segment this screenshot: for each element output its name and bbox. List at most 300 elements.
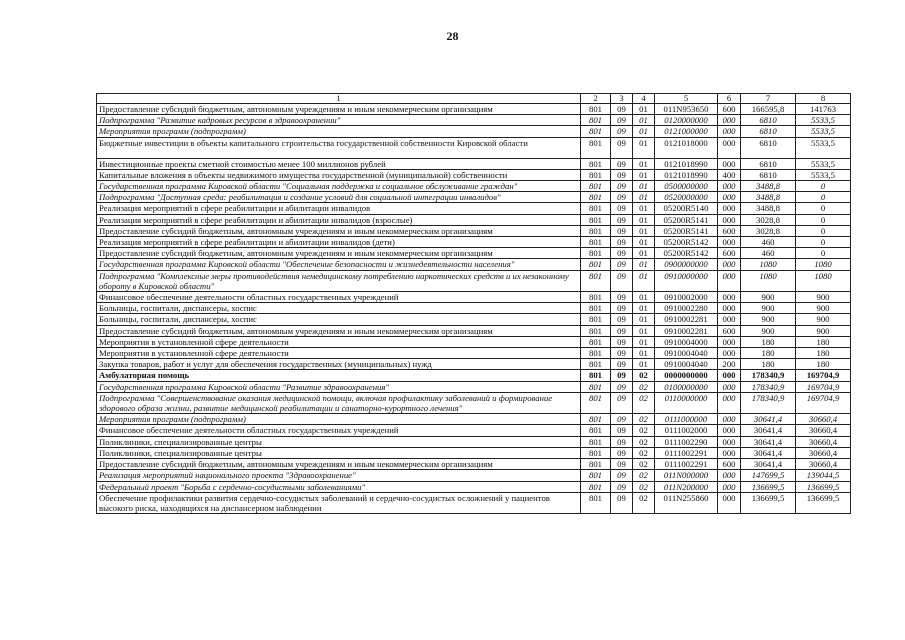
subsection-cell: 02: [633, 481, 655, 492]
amount-year1-cell: 180: [741, 359, 796, 370]
target-article-cell: 05200R5142: [655, 237, 718, 248]
table-row: [97, 126, 851, 137]
amount-year2-cell: 180: [796, 336, 851, 347]
amount-year2-cell: 900: [796, 303, 851, 314]
ministry-code-cell: 801: [581, 459, 611, 470]
expense-type-cell: 600: [718, 104, 741, 115]
amount-year2-cell: 30660,4: [796, 447, 851, 458]
target-article-cell: 0910002000: [655, 292, 718, 303]
expense-type-cell: 000: [718, 181, 741, 192]
subsection-cell: 01: [633, 237, 655, 248]
amount-year1-cell: 136699,5: [741, 481, 796, 492]
item-name-cell: Бюджетные инвестиции в объекты капитального строительства государственной собственности Кировской области: [97, 137, 581, 158]
amount-year1-cell: 178340,9: [741, 381, 796, 392]
expense-type-cell: 000: [718, 425, 741, 436]
subsection-cell: 01: [633, 259, 655, 270]
amount-year2-cell: 1080: [796, 270, 851, 291]
table-row: [97, 270, 851, 291]
ministry-code-cell: 801: [581, 381, 611, 392]
amount-year1-cell: 180: [741, 348, 796, 359]
section-cell: 09: [611, 492, 633, 513]
section-cell: 09: [611, 425, 633, 436]
table-row: [97, 436, 851, 447]
amount-year1-cell: 3488,8: [741, 203, 796, 214]
expense-type-cell: 000: [718, 381, 741, 392]
budget-table: [96, 93, 851, 514]
amount-year2-cell: 5533,5: [796, 126, 851, 137]
target-article-cell: 011N200000: [655, 481, 718, 492]
section-cell: 09: [611, 459, 633, 470]
expense-type-cell: 000: [718, 259, 741, 270]
target-article-cell: 0910004040: [655, 348, 718, 359]
ministry-code-cell: 801: [581, 214, 611, 225]
item-name-cell: Реализация мероприятий национального проекта "Здравоохранение": [97, 470, 581, 481]
item-name-cell: Предоставление субсидий бюджетным, автономным учреждениям и иным некоммерческим организациям: [97, 225, 581, 236]
target-article-cell: 0910000000: [655, 270, 718, 291]
target-article-cell: 05200R5142: [655, 248, 718, 259]
subsection-cell: 02: [633, 414, 655, 425]
expense-type-cell: 000: [718, 192, 741, 203]
expense-type-cell: 400: [718, 169, 741, 180]
amount-year1-cell: 1080: [741, 270, 796, 291]
item-name-cell: Подпрограмма "Развитие кадровых ресурсов в здравоохранении": [97, 115, 581, 126]
amount-year2-cell: 136699,5: [796, 481, 851, 492]
target-article-cell: 0111002291: [655, 447, 718, 458]
item-name-cell: Реализация мероприятий в сфере реабилитации и абилитации инвалидов (взрослые): [97, 214, 581, 225]
ministry-code-cell: 801: [581, 436, 611, 447]
item-name-cell: Поликлиники, специализированные центры: [97, 436, 581, 447]
expense-type-cell: 000: [718, 137, 741, 158]
ministry-code-cell: 801: [581, 359, 611, 370]
expense-type-cell: 000: [718, 481, 741, 492]
subsection-cell: 01: [633, 336, 655, 347]
ministry-code-cell: 801: [581, 303, 611, 314]
table-row: [97, 115, 851, 126]
expense-type-cell: 600: [718, 225, 741, 236]
section-cell: 09: [611, 392, 633, 413]
item-name-cell: Подпрограмма "Совершенствование оказания медицинской помощи, включая профилактику заболеваний и формирование здорового образа жизни, развитие медицинской реабилитации и санаторно-курортного лечения": [97, 392, 581, 413]
expense-type-cell: 000: [718, 492, 741, 513]
column-number: 7: [741, 94, 796, 104]
amount-year2-cell: 169704,9: [796, 381, 851, 392]
ministry-code-cell: 801: [581, 169, 611, 180]
column-number-row: [97, 94, 851, 104]
section-cell: 09: [611, 314, 633, 325]
amount-year2-cell: 0: [796, 225, 851, 236]
amount-year1-cell: 6810: [741, 137, 796, 158]
expense-type-cell: 000: [718, 370, 741, 381]
item-name-cell: Финансовое обеспечение деятельности областных государственных учреждений: [97, 425, 581, 436]
amount-year1-cell: 30641,4: [741, 459, 796, 470]
section-cell: 09: [611, 203, 633, 214]
section-cell: 09: [611, 325, 633, 336]
table-row: [97, 325, 851, 336]
subsection-cell: 01: [633, 314, 655, 325]
expense-type-cell: 000: [718, 470, 741, 481]
target-article-cell: 05200R5141: [655, 225, 718, 236]
column-number: 4: [633, 94, 655, 104]
amount-year1-cell: 30641,4: [741, 447, 796, 458]
item-name-cell: Амбулаторная помощь: [97, 370, 581, 381]
amount-year2-cell: 136699,5: [796, 492, 851, 513]
target-article-cell: 0520000000: [655, 192, 718, 203]
ministry-code-cell: 801: [581, 181, 611, 192]
item-name-cell: Реализация мероприятий в сфере реабилитации и абилитации инвалидов (дети): [97, 237, 581, 248]
item-name-cell: Мероприятия в установленной сфере деятельности: [97, 336, 581, 347]
item-name-cell: Поликлиники, специализированные центры: [97, 447, 581, 458]
ministry-code-cell: 801: [581, 336, 611, 347]
section-cell: 09: [611, 436, 633, 447]
amount-year1-cell: 900: [741, 314, 796, 325]
amount-year2-cell: 5533,5: [796, 115, 851, 126]
column-number: 1: [97, 94, 581, 104]
amount-year2-cell: 5533,5: [796, 158, 851, 169]
expense-type-cell: 000: [718, 392, 741, 413]
column-number: 6: [718, 94, 741, 104]
section-cell: 09: [611, 115, 633, 126]
amount-year1-cell: 30641,4: [741, 436, 796, 447]
section-cell: 09: [611, 481, 633, 492]
section-cell: 09: [611, 270, 633, 291]
target-article-cell: 0121000000: [655, 126, 718, 137]
subsection-cell: 01: [633, 137, 655, 158]
expense-type-cell: 000: [718, 303, 741, 314]
subsection-cell: 02: [633, 492, 655, 513]
section-cell: 09: [611, 370, 633, 381]
item-name-cell: Предоставление субсидий бюджетным, автономным учреждениям и иным некоммерческим организациям: [97, 104, 581, 115]
expense-type-cell: 000: [718, 126, 741, 137]
amount-year2-cell: 0: [796, 192, 851, 203]
subsection-cell: 01: [633, 325, 655, 336]
amount-year1-cell: 1080: [741, 259, 796, 270]
section-cell: 09: [611, 470, 633, 481]
amount-year2-cell: 30660,4: [796, 459, 851, 470]
section-cell: 09: [611, 381, 633, 392]
amount-year1-cell: 460: [741, 248, 796, 259]
column-number: 3: [611, 94, 633, 104]
amount-year1-cell: 180: [741, 336, 796, 347]
item-name-cell: Больницы, госпитали, диспансеры, хоспис: [97, 303, 581, 314]
amount-year1-cell: 6810: [741, 158, 796, 169]
ministry-code-cell: 801: [581, 348, 611, 359]
amount-year1-cell: 178340,9: [741, 370, 796, 381]
expense-type-cell: 600: [718, 459, 741, 470]
subsection-cell: 01: [633, 203, 655, 214]
ministry-code-cell: 801: [581, 203, 611, 214]
amount-year1-cell: 6810: [741, 169, 796, 180]
ministry-code-cell: 801: [581, 292, 611, 303]
table-row: [97, 414, 851, 425]
amount-year2-cell: 900: [796, 325, 851, 336]
table-row: [97, 248, 851, 259]
section-cell: 09: [611, 292, 633, 303]
expense-type-cell: 000: [718, 348, 741, 359]
item-name-cell: Обеспечение профилактики развития сердечно-сосудистых заболеваний и сердечно-сосудистых осложнений у пациентов высокого риска, находящихся на диспансерном наблюдении: [97, 492, 581, 513]
section-cell: 09: [611, 303, 633, 314]
item-name-cell: Капитальные вложения в объекты недвижимого имущества государственной (муниципальной) собственности: [97, 169, 581, 180]
subsection-cell: 01: [633, 292, 655, 303]
target-article-cell: 0110000000: [655, 392, 718, 413]
target-article-cell: 0910002280: [655, 303, 718, 314]
ministry-code-cell: 801: [581, 370, 611, 381]
table-row: [97, 370, 851, 381]
target-article-cell: 0910004000: [655, 336, 718, 347]
amount-year2-cell: 900: [796, 292, 851, 303]
subsection-cell: 01: [633, 192, 655, 203]
section-cell: 09: [611, 158, 633, 169]
column-number: 5: [655, 94, 718, 104]
ministry-code-cell: 801: [581, 115, 611, 126]
item-name-cell: Предоставление субсидий бюджетным, автономным учреждениям и иным некоммерческим организациям: [97, 325, 581, 336]
subsection-cell: 02: [633, 447, 655, 458]
item-name-cell: Больницы, госпитали, диспансеры, хоспис: [97, 314, 581, 325]
target-article-cell: 0111002290: [655, 436, 718, 447]
amount-year1-cell: 900: [741, 325, 796, 336]
subsection-cell: 02: [633, 370, 655, 381]
target-article-cell: 0121018000: [655, 137, 718, 158]
table-row: [97, 359, 851, 370]
ministry-code-cell: 801: [581, 158, 611, 169]
table-row: [97, 181, 851, 192]
subsection-cell: 01: [633, 270, 655, 291]
section-cell: 09: [611, 137, 633, 158]
table-row: [97, 303, 851, 314]
amount-year2-cell: 169704,9: [796, 370, 851, 381]
section-cell: 09: [611, 192, 633, 203]
table-row: [97, 225, 851, 236]
target-article-cell: 011N255860: [655, 492, 718, 513]
amount-year1-cell: 178340,9: [741, 392, 796, 413]
amount-year2-cell: 5533,5: [796, 169, 851, 180]
ministry-code-cell: 801: [581, 248, 611, 259]
expense-type-cell: 000: [718, 314, 741, 325]
subsection-cell: 02: [633, 459, 655, 470]
ministry-code-cell: 801: [581, 325, 611, 336]
table-row: [97, 492, 851, 513]
amount-year2-cell: 0: [796, 181, 851, 192]
amount-year2-cell: 0: [796, 203, 851, 214]
expense-type-cell: 000: [718, 203, 741, 214]
table-row: [97, 447, 851, 458]
table-row: [97, 169, 851, 180]
table-row: [97, 459, 851, 470]
table-row: [97, 470, 851, 481]
column-number: 2: [581, 94, 611, 104]
amount-year2-cell: 180: [796, 348, 851, 359]
ministry-code-cell: 801: [581, 392, 611, 413]
table-row: [97, 214, 851, 225]
table-row: [97, 292, 851, 303]
target-article-cell: 0111000000: [655, 414, 718, 425]
target-article-cell: 011N000000: [655, 470, 718, 481]
target-article-cell: 0910002281: [655, 314, 718, 325]
amount-year1-cell: 3028,8: [741, 225, 796, 236]
target-article-cell: 0121018990: [655, 158, 718, 169]
subsection-cell: 01: [633, 158, 655, 169]
item-name-cell: Государственная программа Кировской области "Развитие здравоохранения": [97, 381, 581, 392]
expense-type-cell: 000: [718, 436, 741, 447]
subsection-cell: 01: [633, 214, 655, 225]
amount-year2-cell: 1080: [796, 259, 851, 270]
amount-year2-cell: 0: [796, 248, 851, 259]
amount-year1-cell: 460: [741, 237, 796, 248]
ministry-code-cell: 801: [581, 192, 611, 203]
target-article-cell: 011N953650: [655, 104, 718, 115]
table-row: [97, 158, 851, 169]
section-cell: 09: [611, 414, 633, 425]
section-cell: 09: [611, 447, 633, 458]
section-cell: 09: [611, 225, 633, 236]
section-cell: 09: [611, 237, 633, 248]
ministry-code-cell: 801: [581, 104, 611, 115]
subsection-cell: 01: [633, 348, 655, 359]
target-article-cell: 0100000000: [655, 381, 718, 392]
expense-type-cell: 000: [718, 336, 741, 347]
amount-year1-cell: 6810: [741, 115, 796, 126]
table-row: [97, 203, 851, 214]
target-article-cell: 05200R5141: [655, 214, 718, 225]
expense-type-cell: 000: [718, 237, 741, 248]
amount-year2-cell: 169704,9: [796, 392, 851, 413]
subsection-cell: 02: [633, 425, 655, 436]
section-cell: 09: [611, 126, 633, 137]
expense-type-cell: 000: [718, 270, 741, 291]
item-name-cell: Мероприятия в установленной сфере деятельности: [97, 348, 581, 359]
table-row: [97, 314, 851, 325]
section-cell: 09: [611, 104, 633, 115]
column-number: 8: [796, 94, 851, 104]
subsection-cell: 01: [633, 359, 655, 370]
section-cell: 09: [611, 348, 633, 359]
item-name-cell: Мероприятия программ (подпрограмм): [97, 126, 581, 137]
expense-type-cell: 200: [718, 359, 741, 370]
item-name-cell: Закупка товаров, работ и услуг для обеспечения государственных (муниципальных) нужд: [97, 359, 581, 370]
amount-year1-cell: 900: [741, 303, 796, 314]
expense-type-cell: 600: [718, 325, 741, 336]
table-body: [97, 104, 851, 514]
ministry-code-cell: 801: [581, 447, 611, 458]
table-row: [97, 425, 851, 436]
target-article-cell: 0910002281: [655, 325, 718, 336]
subsection-cell: 01: [633, 303, 655, 314]
amount-year1-cell: 136699,5: [741, 492, 796, 513]
subsection-cell: 01: [633, 225, 655, 236]
subsection-cell: 01: [633, 115, 655, 126]
ministry-code-cell: 801: [581, 126, 611, 137]
amount-year1-cell: 3488,8: [741, 181, 796, 192]
subsection-cell: 01: [633, 104, 655, 115]
target-article-cell: 0910004040: [655, 359, 718, 370]
subsection-cell: 01: [633, 169, 655, 180]
target-article-cell: 0500000000: [655, 181, 718, 192]
item-name-cell: Реализация мероприятий в сфере реабилитации и абилитации инвалидов: [97, 203, 581, 214]
table-row: [97, 481, 851, 492]
table-row: [97, 259, 851, 270]
section-cell: 09: [611, 214, 633, 225]
ministry-code-cell: 801: [581, 270, 611, 291]
target-article-cell: 0120000000: [655, 115, 718, 126]
item-name-cell: Предоставление субсидий бюджетным, автономным учреждениям и иным некоммерческим организациям: [97, 459, 581, 470]
table-row: [97, 348, 851, 359]
table-row: [97, 237, 851, 248]
table-row: [97, 381, 851, 392]
table-row: [97, 336, 851, 347]
amount-year1-cell: 6810: [741, 126, 796, 137]
amount-year1-cell: 3028,8: [741, 214, 796, 225]
table-row: [97, 192, 851, 203]
section-cell: 09: [611, 359, 633, 370]
page-number: 28: [446, 29, 459, 43]
amount-year1-cell: 3488,8: [741, 192, 796, 203]
ministry-code-cell: 801: [581, 314, 611, 325]
ministry-code-cell: 801: [581, 414, 611, 425]
section-cell: 09: [611, 169, 633, 180]
target-article-cell: 05200R5140: [655, 203, 718, 214]
ministry-code-cell: 801: [581, 492, 611, 513]
expense-type-cell: 600: [718, 248, 741, 259]
amount-year1-cell: 900: [741, 292, 796, 303]
ministry-code-cell: 801: [581, 237, 611, 248]
amount-year2-cell: 0: [796, 237, 851, 248]
item-name-cell: Подпрограмма "Комплексные меры противодействия немедицинскому потреблению наркотических средств и их незаконному обороту в Кировской области": [97, 270, 581, 291]
expense-type-cell: 000: [718, 214, 741, 225]
target-article-cell: 0111002000: [655, 425, 718, 436]
ministry-code-cell: 801: [581, 470, 611, 481]
amount-year2-cell: 0: [796, 214, 851, 225]
item-name-cell: Финансовое обеспечение деятельности областных государственных учреждений: [97, 292, 581, 303]
subsection-cell: 01: [633, 181, 655, 192]
expense-type-cell: 000: [718, 292, 741, 303]
target-article-cell: 0000000000: [655, 370, 718, 381]
ministry-code-cell: 801: [581, 425, 611, 436]
item-name-cell: Мероприятия программ (подпрограмм): [97, 414, 581, 425]
item-name-cell: Подпрограмма "Доступная среда: реабилитация и создание условий для социальной интеграции инвалидов": [97, 192, 581, 203]
subsection-cell: 02: [633, 470, 655, 481]
subsection-cell: 02: [633, 392, 655, 413]
ministry-code-cell: 801: [581, 259, 611, 270]
section-cell: 09: [611, 259, 633, 270]
table-row: [97, 137, 851, 158]
item-name-cell: Инвестиционные проекты сметной стоимостью менее 100 миллионов рублей: [97, 158, 581, 169]
item-name-cell: Предоставление субсидий бюджетным, автономным учреждениям и иным некоммерческим организациям: [97, 248, 581, 259]
target-article-cell: 0900000000: [655, 259, 718, 270]
subsection-cell: 01: [633, 126, 655, 137]
amount-year1-cell: 147699,5: [741, 470, 796, 481]
amount-year2-cell: 30660,4: [796, 425, 851, 436]
expense-type-cell: 000: [718, 158, 741, 169]
subsection-cell: 01: [633, 248, 655, 259]
amount-year2-cell: 30660,4: [796, 436, 851, 447]
expense-type-cell: 000: [718, 447, 741, 458]
table-row: [97, 392, 851, 413]
table-row: [97, 104, 851, 115]
amount-year2-cell: 141763: [796, 104, 851, 115]
item-name-cell: Государственная программа Кировской области "Обеспечение безопасности и жизнедеятельности населения": [97, 259, 581, 270]
ministry-code-cell: 801: [581, 225, 611, 236]
subsection-cell: 02: [633, 436, 655, 447]
section-cell: 09: [611, 336, 633, 347]
amount-year2-cell: 180: [796, 359, 851, 370]
amount-year1-cell: 166595,8: [741, 104, 796, 115]
target-article-cell: 0121018990: [655, 169, 718, 180]
amount-year1-cell: 30641,4: [741, 414, 796, 425]
target-article-cell: 0111002291: [655, 459, 718, 470]
item-name-cell: Государственная программа Кировской области "Социальная поддержка и социальное обслуживание граждан": [97, 181, 581, 192]
expense-type-cell: 000: [718, 115, 741, 126]
section-cell: 09: [611, 248, 633, 259]
amount-year2-cell: 900: [796, 314, 851, 325]
amount-year2-cell: 5533,5: [796, 137, 851, 158]
